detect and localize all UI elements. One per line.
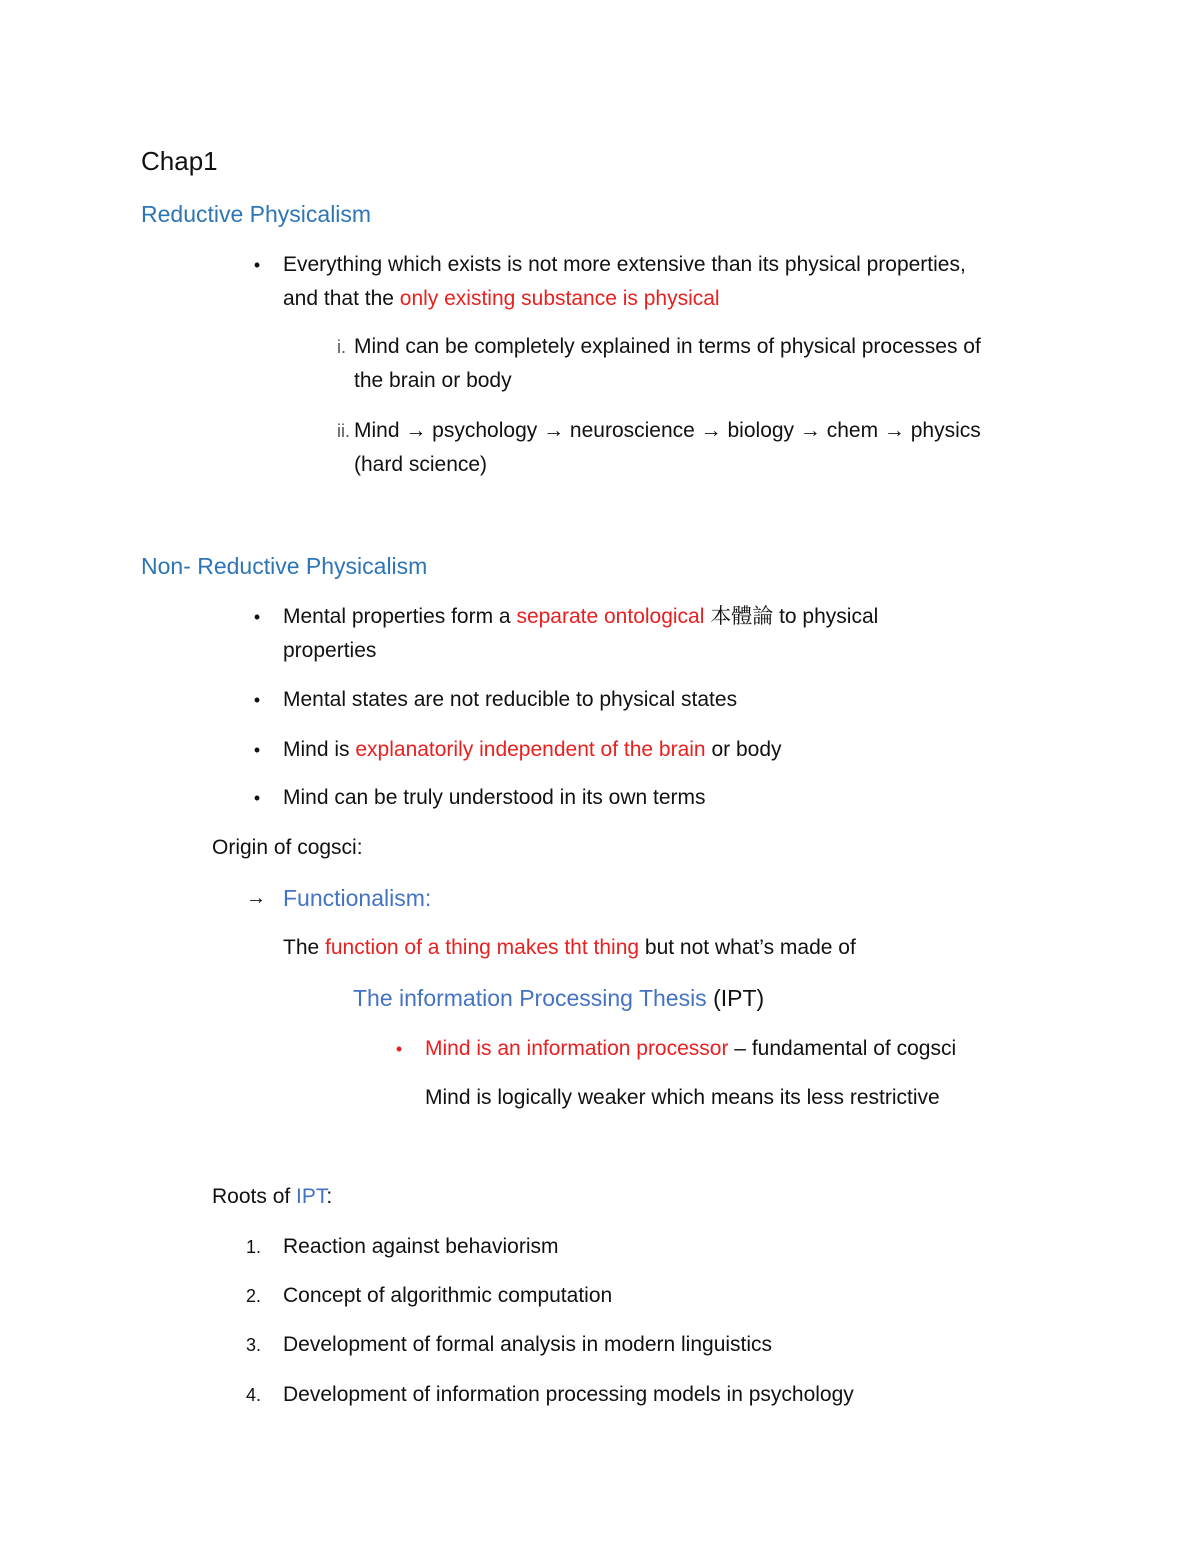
non-reductive-bullet3 <box>283 737 782 763</box>
text-span: Roots of <box>212 1185 297 1208</box>
reductive-sub2-line1: Mind → psychology → neuroscience → biology → chem → physics <box>354 419 981 442</box>
list-number: 3. <box>246 1335 262 1355</box>
highlight-span: explanatorily independent of the brain <box>355 738 706 761</box>
ipt-heading <box>353 983 764 1013</box>
bullet-marker: • <box>253 690 261 710</box>
bullet-marker: • <box>253 788 261 808</box>
bullet-marker: • <box>253 740 261 760</box>
section-heading-non-reductive: Non- Reductive Physicalism <box>141 553 428 579</box>
text-span: 本體論 to physical <box>704 605 879 628</box>
roots-item: Development of information processing models in psychology <box>283 1383 854 1406</box>
bullet-marker: • <box>253 255 261 275</box>
list-number: 1. <box>246 1237 262 1257</box>
text-span: The <box>283 936 326 959</box>
bullet-marker: • <box>395 1039 403 1059</box>
origin-label: Origin of cogsci: <box>212 836 363 859</box>
non-reductive-bullet2: Mental states are not reducible to physical states <box>283 688 738 711</box>
highlight-span: separate ontological <box>516 605 705 628</box>
text-span: Mental properties form a <box>283 605 517 628</box>
reductive-bullet-line2 <box>283 286 720 312</box>
roots-item: Reaction against behaviorism <box>283 1235 559 1258</box>
ipt-title: The information Processing Thesis <box>353 985 707 1011</box>
ipt-bullet <box>425 1036 956 1062</box>
highlight-span: Mind is an information processor <box>425 1037 729 1060</box>
roman-numeral-ii: ii. <box>337 421 350 441</box>
text-span: – fundamental of cogsci <box>728 1037 957 1060</box>
text-span: : <box>326 1185 333 1208</box>
roots-item: Development of formal analysis in modern linguistics <box>283 1333 773 1356</box>
list-number: 2. <box>246 1286 262 1306</box>
non-reductive-bullet4: Mind can be truly understood in its own terms <box>283 786 706 809</box>
section-heading-reductive: Reductive Physicalism <box>141 201 372 227</box>
reductive-sub2-line2: (hard science) <box>354 453 488 476</box>
non-reductive-bullet1-line2: properties <box>283 639 377 662</box>
reductive-sub1-line2: the brain or body <box>354 369 512 392</box>
functionalism-definition <box>283 935 856 961</box>
bullet-marker: • <box>253 607 261 627</box>
page-title: Chap1 <box>141 146 218 176</box>
functionalism-heading: Functionalism: <box>283 885 432 911</box>
highlight-span: function of a thing makes tht thing <box>325 936 640 959</box>
non-reductive-bullet1-line1 <box>283 604 878 630</box>
ipt-note: Mind is logically weaker which means its less restrictive <box>425 1086 940 1109</box>
text-span: or body <box>705 738 782 761</box>
text-span: Mind is <box>283 738 356 761</box>
arrow-right-icon: → <box>246 887 266 909</box>
list-number: 4. <box>246 1385 262 1405</box>
reductive-bullet-line1: Everything which exists is not more extensive than its physical properties, <box>283 253 966 276</box>
reductive-bullet-highlight: only existing substance is physical <box>399 287 720 310</box>
ipt-abbrev: (IPT) <box>706 985 765 1011</box>
text-span: but not what’s made of <box>639 936 856 959</box>
reductive-bullet-plain: and that the <box>283 287 400 310</box>
ipt-link-text: IPT <box>296 1185 327 1208</box>
roots-label <box>212 1184 332 1210</box>
reductive-sub1-line1: Mind can be completely explained in terms of physical processes of <box>354 335 981 358</box>
roman-numeral-i: i. <box>337 337 346 357</box>
roots-item: Concept of algorithmic computation <box>283 1284 613 1307</box>
